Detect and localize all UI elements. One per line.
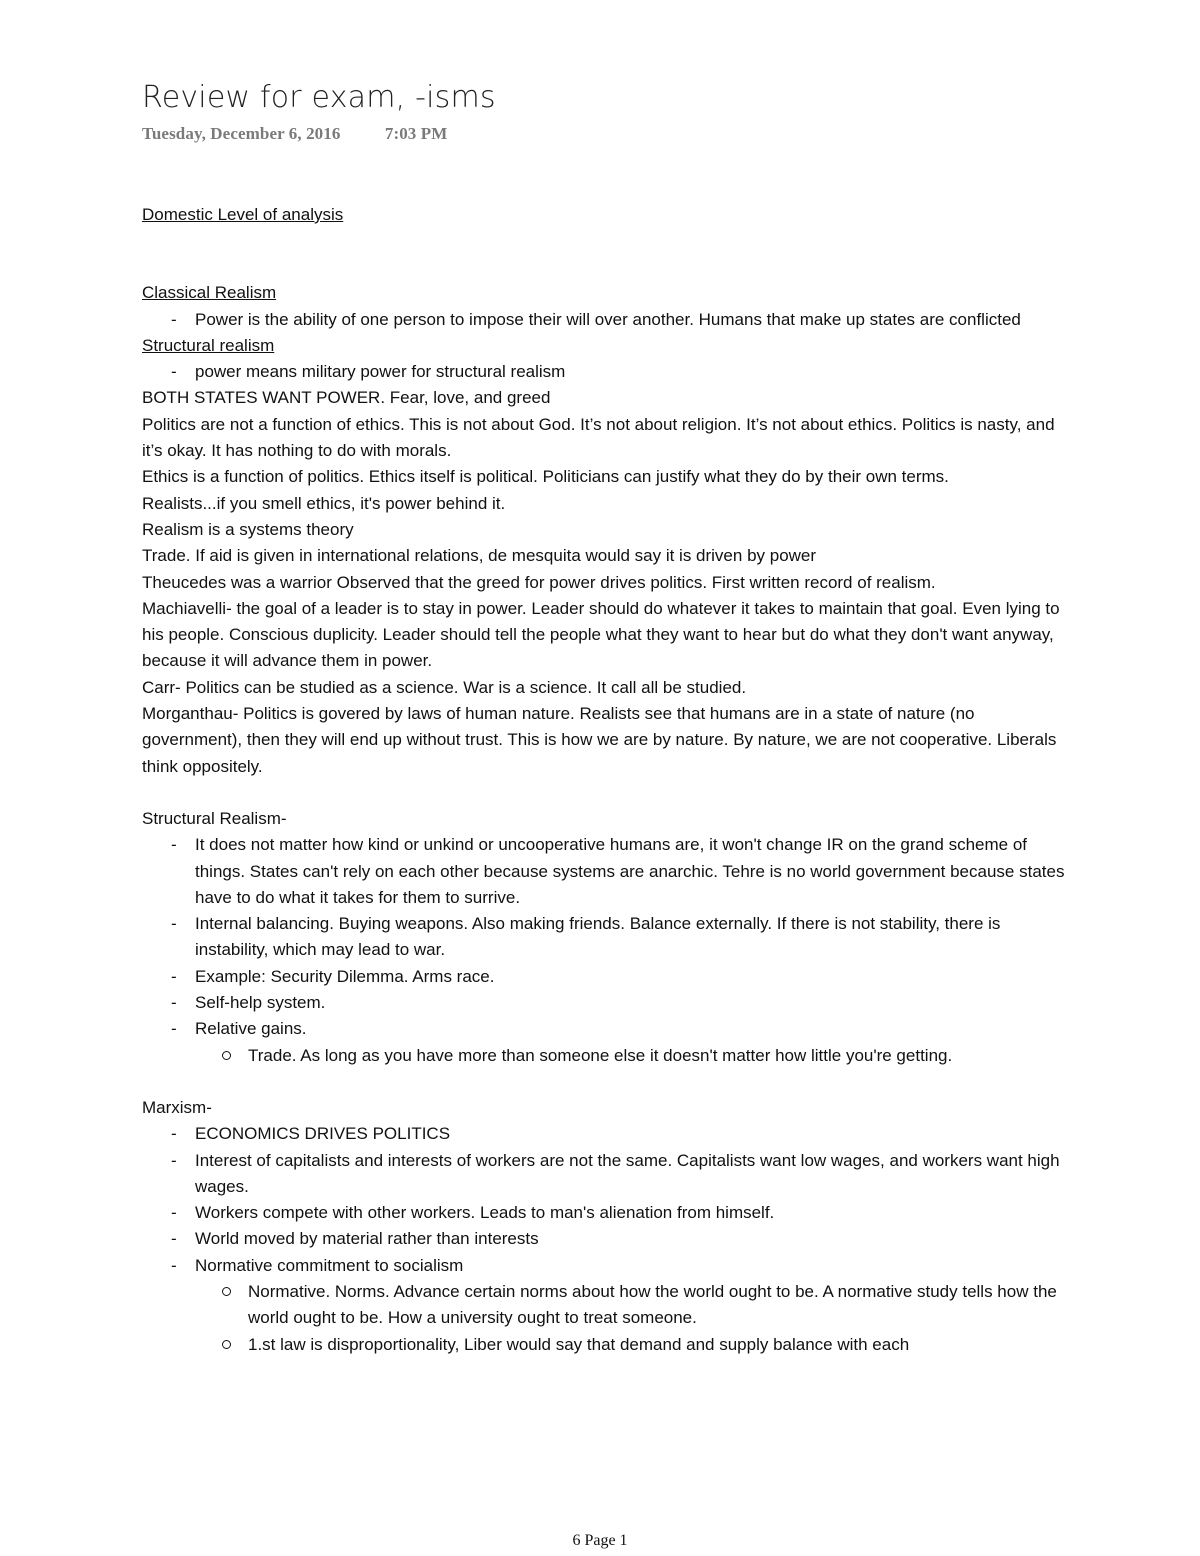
list-item: - It does not matter how kind or unkind or uncooperative humans are, it won't change IR on the grand scheme of things. States can't rely on each other because systems are anarchic. Tehre is no world government because states have to do what it takes for them to surrive. xyxy=(195,832,1072,911)
list-item: - Workers compete with other workers. Leads to man's alienation from himself. xyxy=(195,1200,1072,1226)
note-page xyxy=(142,70,1072,1358)
section-heading-marxism: Marxism- xyxy=(142,1097,212,1117)
list-item: - Internal balancing. Buying weapons. Also making friends. Balance externally. If there is not stability, there is instability, which may lead to war. xyxy=(195,911,1072,964)
list-item: - Normative commitment to socialism xyxy=(195,1253,1072,1279)
paragraph: Theucedes was a warrior Observed that the greed for power drives politics. First written record of realism. xyxy=(142,572,936,592)
timestamp xyxy=(142,124,1072,144)
sub-list-item: 1.st law is disproportionality, Liber would say that demand and supply balance with each xyxy=(248,1332,1072,1358)
paragraph: Morganthau- Politics is govered by laws of human nature. Realists see that humans are in a state of nature (no government), then they will end up without trust. This is how we are by nature. By nature, we are not cooperative. Liberals think oppositely. xyxy=(142,704,1057,776)
note-body[interactable] xyxy=(142,202,1072,1358)
section-heading-domestic: Domestic Level of analysis xyxy=(142,205,344,224)
paragraph: BOTH STATES WANT POWER. Fear, love, and greed xyxy=(142,388,551,408)
list-item: - ECONOMICS DRIVES POLITICS xyxy=(195,1121,1072,1147)
paragraph: Realism is a systems theory xyxy=(142,519,354,539)
paragraph: Ethics is a function of politics. Ethics itself is political. Politicians can justify what they do by their own terms. xyxy=(142,467,949,487)
sub-list-item: Trade. As long as you have more than someone else it doesn't matter how little you're getting. xyxy=(248,1043,1072,1069)
bullet-list xyxy=(142,832,1072,1042)
paragraph: Trade. If aid is given in international relations, de mesquita would say it is driven by power xyxy=(142,546,817,566)
page-title: Review for exam, -isms xyxy=(142,80,496,115)
bullet-list xyxy=(142,1121,1072,1279)
list-item: - Power is the ability of one person to impose their will over another. Humans that make up states are conflicted xyxy=(195,307,1072,333)
paragraph: Carr- Politics can be studied as a science. War is a science. It call all be studied. xyxy=(142,677,747,697)
sub-bullet-list xyxy=(142,1043,1072,1069)
sub-list-item: Normative. Norms. Advance certain norms about how the world ought to be. A normative study tells how the world ought to be. How a university ought to treat someone. xyxy=(248,1279,1072,1332)
list-item: - power means military power for structural realism xyxy=(195,359,1072,385)
list-item: - Relative gains. xyxy=(195,1016,1072,1042)
sub-bullet-list xyxy=(142,1279,1072,1358)
list-item: - Self-help system. xyxy=(195,990,1072,1016)
section-heading-structural-realism-2: Structural Realism- xyxy=(142,808,287,828)
bullet-list xyxy=(142,307,1072,333)
page-footer: 6 Page 1 xyxy=(572,1532,628,1549)
bullet-list xyxy=(142,359,1072,385)
time-text: 7:03 PM xyxy=(384,124,448,143)
paragraph: Machiavelli- the goal of a leader is to stay in power. Leader should do whatever it takes to maintain that goal. Even lying to his people. Conscious duplicity. Leader should tell the people what they want to hear but do what they don't want anyway, because it will advance them in power. xyxy=(142,598,1060,671)
paragraph: Realists...if you smell ethics, it's power behind it. xyxy=(142,493,506,513)
list-item: - World moved by material rather than interests xyxy=(195,1226,1072,1252)
list-item: - Interest of capitalists and interests of workers are not the same. Capitalists want low wages, and workers want high wages. xyxy=(195,1148,1072,1201)
list-item: - Example: Security Dilemma. Arms race. xyxy=(195,964,1072,990)
section-heading-classical-realism: Classical Realism xyxy=(142,283,277,303)
section-heading-structural-realism: Structural realism xyxy=(142,335,275,355)
paragraph: Politics are not a function of ethics. This is not about God. It’s not about religion. It’s not about ethics. Politics is nasty, and it’s okay. It has nothing to do with morals. xyxy=(142,414,1055,461)
date-text: Tuesday, December 6, 2016 xyxy=(142,124,341,143)
